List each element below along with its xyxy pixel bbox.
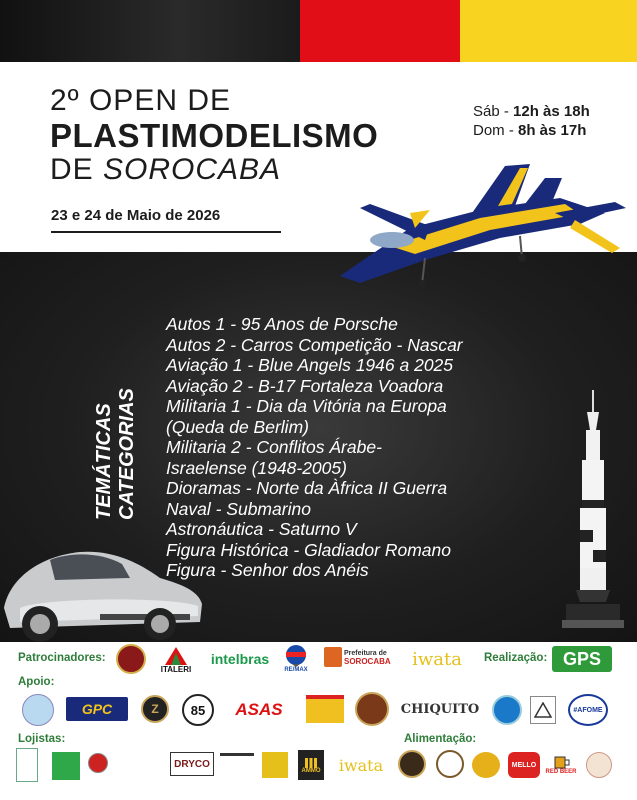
- sponsor-intelbras-logo: intelbras: [210, 651, 270, 667]
- list-item: Autos 2 - Carros Competição - Nascar: [166, 334, 463, 355]
- apoio-label: Apoio:: [18, 676, 55, 688]
- sponsor-italeri-logo: [156, 644, 196, 676]
- list-item: Autos 1 - 95 Anos de Porsche: [166, 314, 398, 334]
- sponsor-emblem-logo: [116, 644, 146, 674]
- red-beer-text: RED BEER: [545, 769, 577, 775]
- alimentacao-label: Alimentação:: [404, 733, 477, 745]
- ammo-icon: [304, 756, 318, 768]
- apoio-badge-logo: [355, 692, 389, 726]
- prefeitura-line2: SOROCABA: [344, 657, 391, 666]
- category-list: [166, 314, 463, 581]
- list-item: Astronáutica - Saturno V: [166, 519, 357, 539]
- top-color-band: [0, 0, 637, 62]
- apoio-afome-logo: #AFOME: [568, 694, 608, 726]
- apoio-asas-logo: ASAS: [235, 701, 283, 719]
- lojista-wing-logo: [220, 753, 254, 775]
- beer-icon: [551, 755, 571, 769]
- apoio-round-blue-logo: [492, 695, 522, 725]
- lojista-ammo-logo: [298, 750, 324, 780]
- lojista-blue-text-logo: [116, 756, 164, 774]
- blue-angels-jet-image: [330, 158, 630, 288]
- hours-saturday: [473, 102, 590, 121]
- categories-vertical-heading: [93, 388, 139, 520]
- title-line-2: PLASTIMODELISMO: [50, 117, 379, 154]
- heading-categorias: CATEGORIAS: [116, 388, 138, 520]
- list-item: Figura Histórica - Gladiador Romano: [166, 539, 451, 560]
- lojistas-label: Lojistas:: [18, 733, 66, 745]
- prefeitura-line1: Prefeitura de: [344, 650, 387, 657]
- list-item: Aviação 1 - Blue Angels 1946 a 2025: [166, 355, 454, 375]
- band-black: [0, 0, 300, 62]
- hours-time: 12h às 18h: [513, 103, 590, 120]
- ammo-text: AMMO: [301, 768, 321, 774]
- event-date: 23 e 24 de Maio de 2026: [51, 207, 221, 224]
- saturn-v-rocket-image: [560, 390, 626, 635]
- sponsor-iwata-logo: iwata: [412, 648, 462, 670]
- list-item: Aviação 2 - B-17 Fortaleza Voadora: [166, 375, 444, 396]
- realizacao-label: Realização:: [484, 652, 548, 664]
- event-hours: [473, 102, 590, 140]
- apoio-z-logo: Z: [141, 695, 169, 723]
- list-item: (Queda de Berlim): [166, 416, 309, 437]
- apoio-chiquito-logo: CHIQUITO: [400, 701, 480, 717]
- band-red: [300, 0, 460, 62]
- apoio-tank-logo: [306, 695, 344, 723]
- food-1-logo: [398, 750, 426, 778]
- list-item: Militaria 2 - Conflitos Árabe-: [166, 437, 382, 457]
- balloon-icon: [285, 645, 307, 667]
- lojista-1-logo: [16, 748, 38, 782]
- hours-sunday: [473, 121, 590, 140]
- organizer-gps-logo: GPS: [552, 646, 612, 672]
- prefeitura-crest-icon: [324, 647, 342, 667]
- food-red-beer-logo: [544, 750, 578, 780]
- food-mello-logo: MELLO: [508, 752, 540, 778]
- lojista-round-red-logo: [88, 753, 108, 773]
- remax-text: RE/MAX: [284, 667, 308, 673]
- lojista-dryco-logo: DRYCO: [170, 752, 214, 776]
- triangle-icon: [534, 702, 552, 718]
- food-6-logo: [586, 752, 612, 778]
- lojista-yellow-logo: [262, 752, 288, 778]
- heading-tematicas: TEMÁTICAS: [93, 403, 115, 520]
- sponsor-remax-logo: [282, 642, 310, 676]
- lojista-iwata-logo: iwata: [338, 755, 384, 775]
- patrocinadores-label: Patrocinadores:: [18, 652, 106, 664]
- title-line-3-prefix: DE: [50, 153, 104, 186]
- food-2-logo: [436, 750, 464, 778]
- list-item: Dioramas - Norte da Àfrica II Guerra: [166, 478, 448, 498]
- list-item: Figura - Senhor dos Anéis: [166, 560, 369, 580]
- hours-day: Dom -: [473, 122, 518, 139]
- apoio-mascot-logo: [22, 694, 54, 726]
- date-underline: [51, 231, 281, 233]
- apoio-gpc-logo: GPC: [66, 697, 128, 721]
- list-item: Militaria 1 - Dia da Vitória na Europa: [166, 396, 447, 416]
- apoio-85-logo: 85: [182, 694, 214, 726]
- title-city: SOROCABA: [103, 153, 282, 186]
- list-item: Israelense (1948-2005): [166, 457, 347, 478]
- apoio-triangle-logo: [530, 696, 556, 724]
- hours-day: Sáb -: [473, 103, 514, 120]
- food-3-logo: [472, 752, 500, 778]
- title-line-1: 2º OPEN DE: [50, 84, 232, 117]
- list-item: Naval - Submarino: [166, 498, 311, 519]
- italeri-icon: [165, 647, 187, 665]
- lojista-green-logo: [52, 752, 80, 780]
- band-yellow: [460, 0, 637, 62]
- italeri-text: ITALERI: [160, 664, 192, 674]
- hours-time: 8h às 17h: [518, 122, 587, 139]
